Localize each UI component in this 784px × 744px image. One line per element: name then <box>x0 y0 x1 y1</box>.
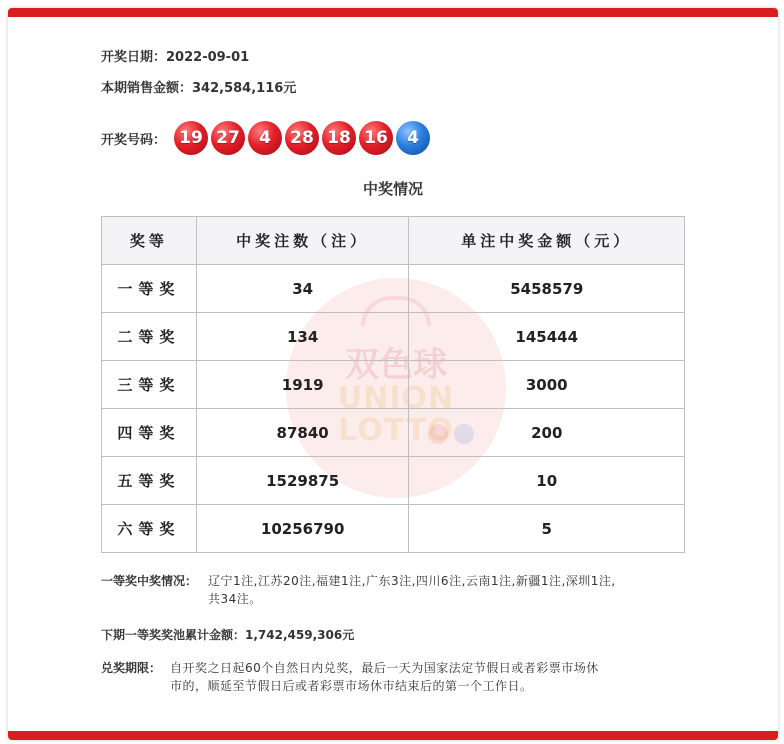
draw-date-label: 开奖日期： <box>101 50 167 65</box>
red-ball: 18 <box>322 121 356 155</box>
header-prize-level: 奖等 <box>102 217 197 265</box>
header-win-count: 中奖注数（注） <box>196 217 409 265</box>
table-row <box>102 313 685 361</box>
redemption-deadline-line2: 市的，顺延至节假日后或者彩票市场休市结束后的第一个工作日。 <box>170 679 533 693</box>
jackpot-pool <box>101 626 354 643</box>
prize-level-cell: 三等奖 <box>102 361 197 409</box>
table-row <box>102 457 685 505</box>
win-count-cell: 1529875 <box>196 457 409 505</box>
bottom-accent-bar <box>8 731 778 740</box>
draw-date-value: 2022-09-01 <box>166 50 250 65</box>
watermark-line1: 双色球 <box>345 344 447 385</box>
jackpot-pool-label: 下期一等奖奖池累计金额： <box>101 628 246 642</box>
prize-level-cell: 一等奖 <box>102 265 197 313</box>
lottery-result-panel <box>8 8 778 740</box>
first-prize-distribution-line2: 共34注。 <box>208 592 262 606</box>
sales-amount <box>101 77 296 96</box>
win-count-cell: 34 <box>196 265 409 313</box>
redemption-deadline <box>101 660 701 700</box>
table-row <box>102 409 685 457</box>
prize-amount-cell: 200 <box>409 409 685 457</box>
header-prize-amount: 单注中奖金额（元） <box>409 217 685 265</box>
draw-date <box>101 46 249 65</box>
watermark-line3: LOTTO <box>338 412 454 448</box>
prize-level-cell: 四等奖 <box>102 409 197 457</box>
table-header-row <box>102 217 685 265</box>
redemption-deadline-label: 兑奖期限： <box>101 661 162 675</box>
red-ball: 27 <box>211 121 245 155</box>
watermark-line2: UNION <box>337 381 455 417</box>
prize-level-cell: 二等奖 <box>102 313 197 361</box>
prize-section-title: 中奖情况 <box>362 180 423 198</box>
prize-amount-cell: 3000 <box>409 361 685 409</box>
jackpot-pool-value: 1,742,459,306元 <box>245 628 355 642</box>
win-count-cell: 1919 <box>196 361 409 409</box>
sales-amount-value: 342,584,116元 <box>192 81 297 96</box>
winning-numbers <box>101 120 433 156</box>
red-ball: 4 <box>248 121 282 155</box>
prize-amount-cell: 5458579 <box>409 265 685 313</box>
red-ball: 28 <box>285 121 319 155</box>
win-count-cell: 87840 <box>196 409 409 457</box>
table-row <box>102 265 685 313</box>
prize-amount-cell: 5 <box>409 505 685 553</box>
win-count-cell: 134 <box>196 313 409 361</box>
first-prize-distribution-line1: 辽宁1注,江苏20注,福建1注,广东3注,四川6注,云南1注,新疆1注,深圳1注, <box>208 574 616 588</box>
prize-amount-cell: 145444 <box>409 313 685 361</box>
first-prize-distribution <box>101 573 701 613</box>
blue-ball: 4 <box>396 121 430 155</box>
prize-table-wrap <box>101 216 685 553</box>
table-row <box>102 361 685 409</box>
redemption-deadline-line1: 自开奖之日起60个自然日内兑奖，最后一天为国家法定节假日或者彩票市场休 <box>170 661 599 675</box>
win-count-cell: 10256790 <box>196 505 409 553</box>
top-accent-bar <box>8 8 778 17</box>
prize-amount-cell: 10 <box>409 457 685 505</box>
sales-amount-label: 本期销售金额： <box>101 81 193 96</box>
prize-level-cell: 六等奖 <box>102 505 197 553</box>
prize-level-cell: 五等奖 <box>102 457 197 505</box>
red-ball: 19 <box>174 121 208 155</box>
winning-numbers-label: 开奖号码： <box>101 132 167 148</box>
first-prize-distribution-label: 一等奖中奖情况： <box>101 574 198 588</box>
red-ball: 16 <box>359 121 393 155</box>
table-row <box>102 505 685 553</box>
prize-table <box>101 216 685 553</box>
